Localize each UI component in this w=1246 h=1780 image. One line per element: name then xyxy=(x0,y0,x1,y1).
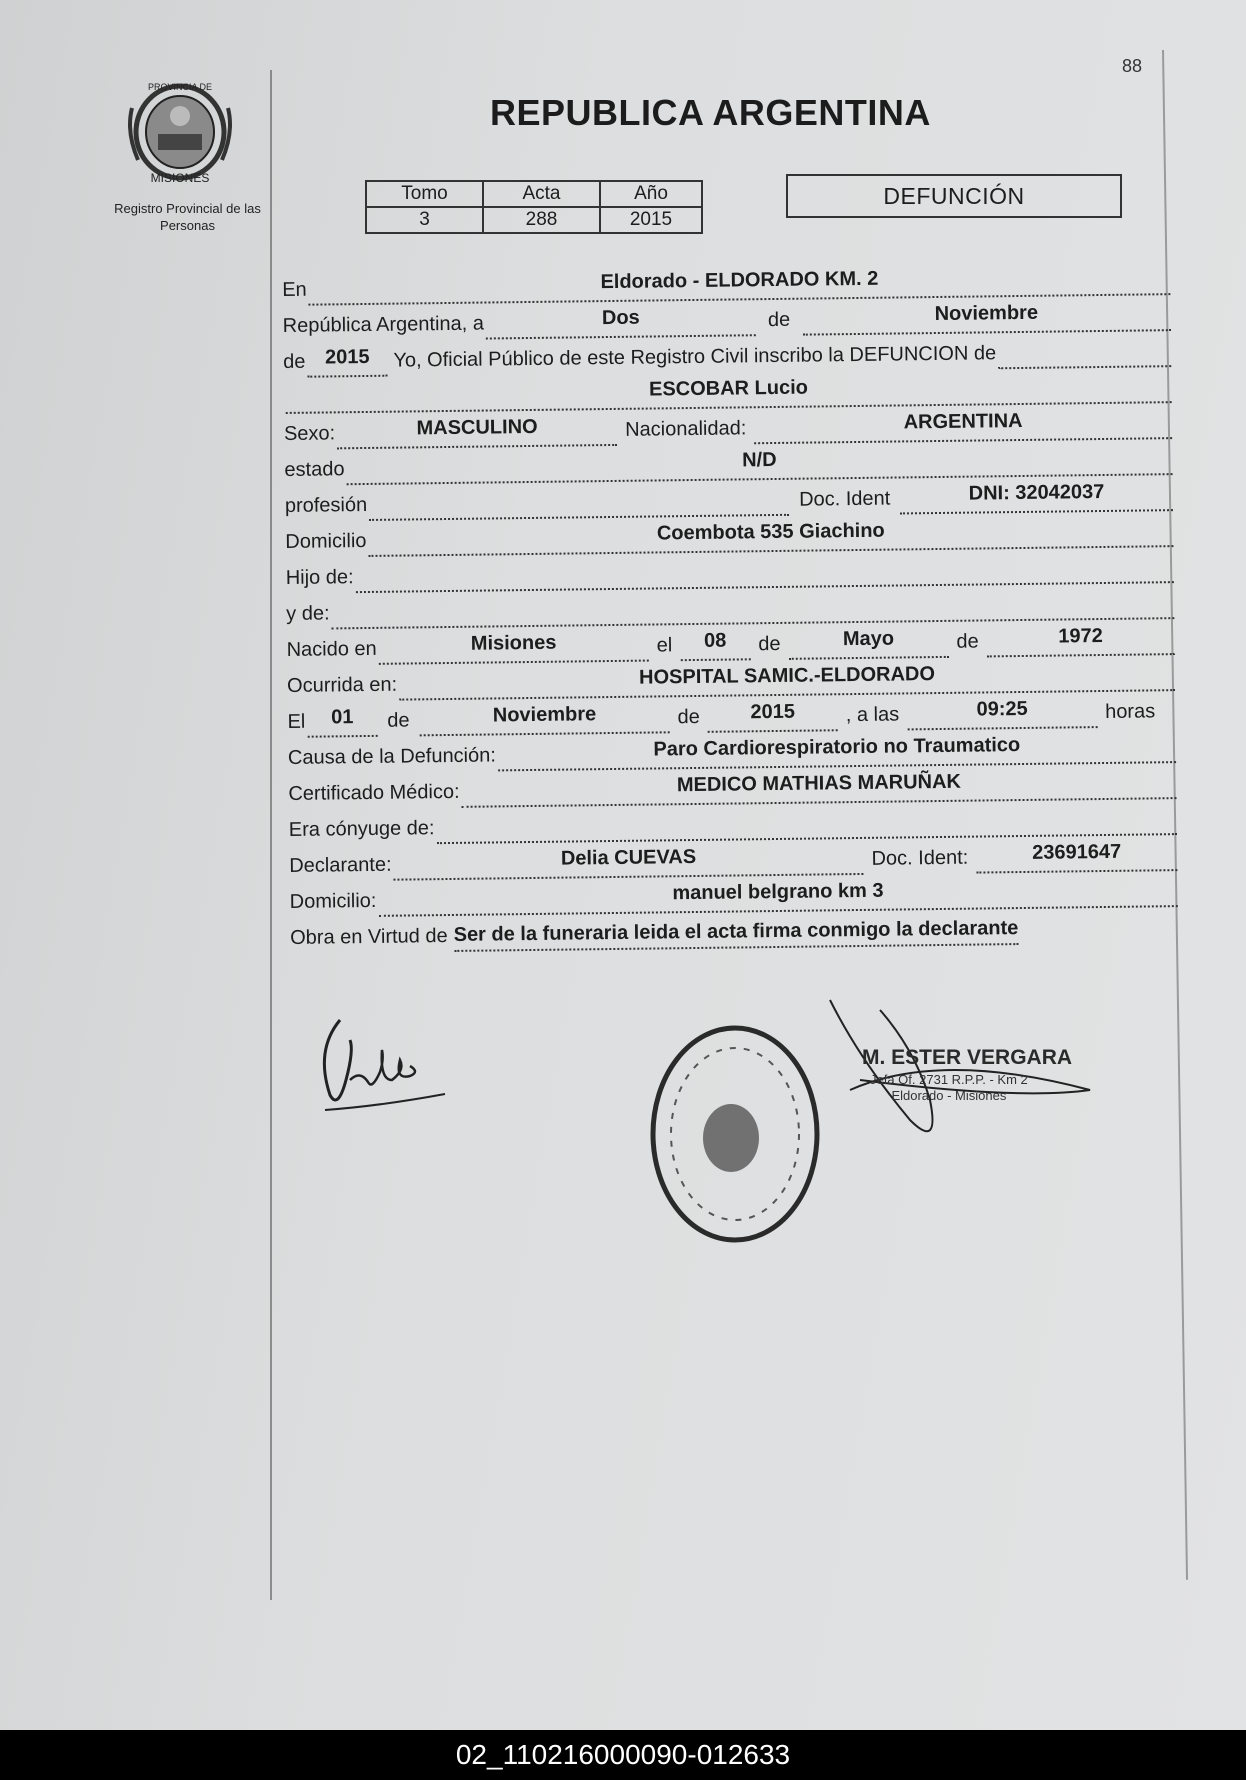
officer-signature-icon xyxy=(820,980,1120,1160)
officer-location: Eldorado - Misiones xyxy=(891,1088,1007,1103)
certificate-label: Certificado Médico: xyxy=(288,780,460,805)
de-label-4: de xyxy=(956,630,979,653)
header-tomo: Tomo xyxy=(366,181,483,207)
address-label: Domicilio xyxy=(285,529,367,553)
profession-field xyxy=(369,484,789,521)
seal-bottom-text: MISIONES xyxy=(150,171,210,185)
occurred-label: Ocurrida en: xyxy=(286,673,398,697)
born-year-field: 1972 xyxy=(987,623,1175,657)
year-field: 2015 xyxy=(307,345,387,378)
born-label: Nacido en xyxy=(286,637,377,661)
day-field: Dos xyxy=(486,304,756,339)
sex-label: Sexo: xyxy=(283,422,336,445)
certificate-field: MEDICO MATHIAS MARUÑAK xyxy=(461,767,1176,808)
footer-code: 02_110216000090-012633 xyxy=(0,1730,1246,1780)
document-type-box: DEFUNCIÓN xyxy=(786,174,1122,218)
cause-field: Paro Cardiorespiratorio no Traumatico xyxy=(498,731,1176,771)
de-label-5: de xyxy=(387,709,410,732)
nationality-field: ARGENTINA xyxy=(754,407,1172,444)
occurred-place-field: HOSPITAL SAMIC.-ELDORADO xyxy=(399,659,1175,700)
page-title: REPUBLICA ARGENTINA xyxy=(490,92,931,133)
de-label-6: de xyxy=(677,705,700,729)
province-seal-icon xyxy=(124,78,236,186)
death-day-field: 01 xyxy=(307,705,377,738)
death-record-form xyxy=(282,259,1181,1010)
value-ano: 2015 xyxy=(600,207,702,233)
profession-label: profesión xyxy=(284,493,368,517)
at-label: , a las xyxy=(845,703,900,727)
officer-name: M. ESTER VERGARA xyxy=(862,1046,1073,1069)
civil-status-field: N/D xyxy=(346,443,1172,485)
born-month-field: Mayo xyxy=(788,626,948,660)
hours-label: horas xyxy=(1104,700,1156,723)
born-place-field: Misiones xyxy=(379,630,649,665)
civil-status-label: estado xyxy=(284,458,345,481)
country-label: República Argentina, a xyxy=(282,312,485,337)
obra-label: Obra en Virtud de xyxy=(290,925,448,949)
inscription-blank xyxy=(998,335,1171,369)
officer-title: Jefa Of. 2731 R.P.P. - Km 2 xyxy=(870,1072,1028,1087)
death-time-field: 09:25 xyxy=(907,696,1097,730)
registration-table xyxy=(365,180,703,234)
doc-field: DNI: 32042037 xyxy=(900,479,1173,514)
nationality-label: Nacionalidad: xyxy=(625,417,747,441)
place-field: Eldorado - ELDORADO KM. 2 xyxy=(309,263,1171,306)
place-label: En xyxy=(282,278,307,301)
cause-label: Causa de la Defunción: xyxy=(287,744,497,769)
death-year-field: 2015 xyxy=(708,699,838,733)
value-acta: 288 xyxy=(483,207,600,233)
and-of-label: y de: xyxy=(286,602,330,625)
header-acta: Acta xyxy=(483,181,600,207)
de-label: de xyxy=(767,308,791,332)
declarant-field: Delia CUEVAS xyxy=(393,843,863,881)
sex-field: MASCULINO xyxy=(337,414,617,449)
declarant-doc-field: 23691647 xyxy=(976,839,1177,873)
official-stamp-icon xyxy=(645,1010,825,1250)
declarant-signature-icon xyxy=(310,1010,460,1130)
El-label: El xyxy=(287,710,306,733)
left-margin-line xyxy=(270,70,272,1600)
declarant-doc-label: Doc. Ident: xyxy=(871,846,969,870)
child-of-label: Hijo de: xyxy=(285,566,354,589)
inscription-text: Yo, Oficial Público de este Registro Civil inscribo la DEFUNCION de xyxy=(393,342,997,372)
declarant-address-field: manuel belgrano km 3 xyxy=(378,875,1178,917)
declarant-address-label: Domicilio: xyxy=(289,889,377,913)
obra-value: Ser de la funeraria leida el acta firma conmigo la declarante xyxy=(454,917,1019,952)
registry-name: Registro Provincial de las Personas xyxy=(114,201,261,233)
officer-title-block xyxy=(870,1072,1028,1104)
page-number: 88 xyxy=(1122,56,1143,76)
seal-top-text: PROVINCIA DE xyxy=(147,82,213,92)
de-label-2: de xyxy=(282,350,306,373)
de-label-3: de xyxy=(758,632,781,656)
el-label: el xyxy=(656,634,673,657)
declarant-label: Declarante: xyxy=(289,853,392,877)
spouse-label: Era cónyuge de: xyxy=(288,817,435,841)
value-tomo: 3 xyxy=(366,207,483,233)
deceased-name-field: ESCOBAR Lucio xyxy=(285,371,1171,414)
doc-label: Doc. Ident xyxy=(798,487,891,511)
month-field: Noviembre xyxy=(802,299,1171,335)
header-ano: Año xyxy=(600,181,702,207)
address-field: Coembota 535 Giachino xyxy=(368,515,1173,557)
death-month-field: Noviembre xyxy=(419,701,669,736)
born-day-field: 08 xyxy=(680,628,750,661)
